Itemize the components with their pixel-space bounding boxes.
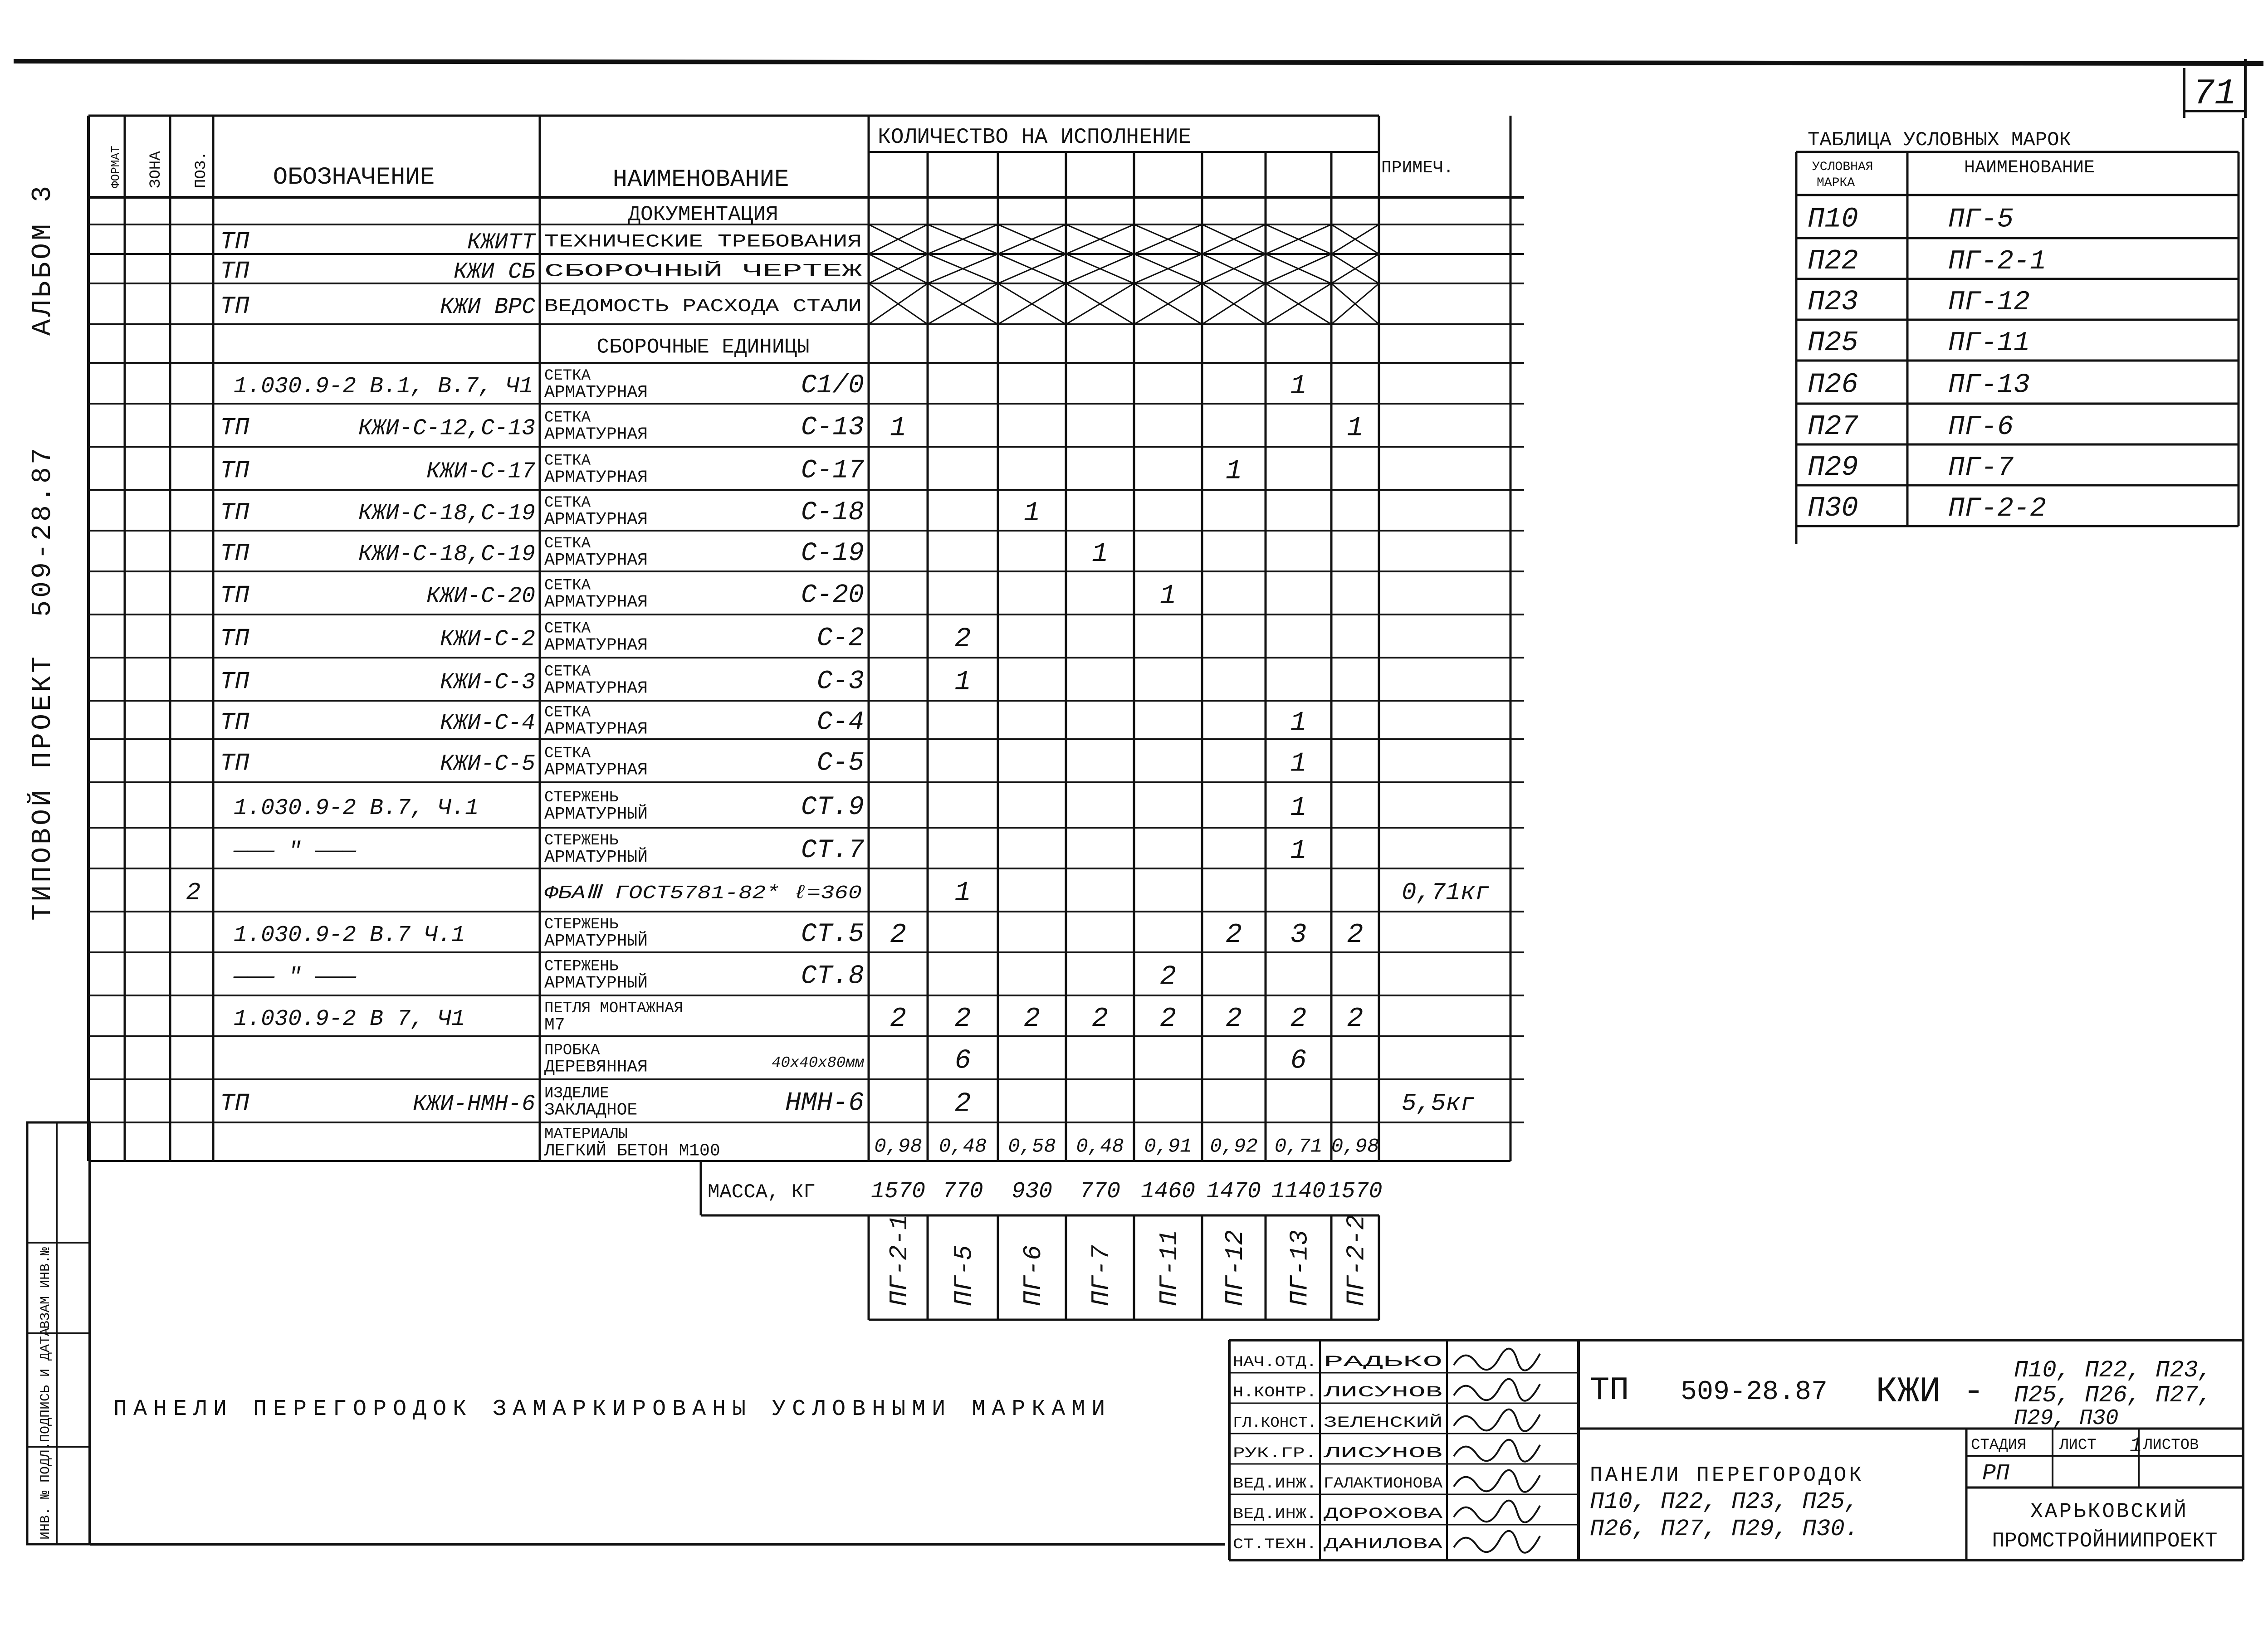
marks-row-name: ПГ-13 [1948, 370, 2030, 401]
marks-table-title: ТАБЛИЦА УСЛОВНЫХ МАРОК [1808, 129, 2071, 151]
variant-label: ПГ-2-2 [1342, 1215, 1371, 1306]
spec-row [234, 1000, 1364, 1035]
qty-cell: 0,92 [1210, 1135, 1258, 1158]
code-number: 509-28.87 [1681, 1377, 1828, 1408]
item-name-line1: ПРОБКА [544, 1042, 600, 1059]
top-border-line [14, 61, 2263, 63]
signature-row [1233, 1531, 1540, 1553]
variant-label: ПГ-7 [1087, 1245, 1116, 1306]
spec-row [220, 453, 1242, 488]
qty-cell: 1 [954, 878, 971, 909]
marks-row-mark: П26 [1808, 368, 1858, 401]
item-mark: НМН-6 [785, 1088, 864, 1118]
item-mark: СТ.7 [801, 836, 864, 865]
code-tp: ТП [1590, 1372, 1629, 1409]
item-mark: С-3 [816, 667, 864, 697]
spec-row [234, 367, 1307, 402]
qty-cell: 0,98 [874, 1135, 922, 1158]
designation-left: ТП [220, 582, 249, 610]
spec-row [596, 336, 809, 359]
designation-right: КЖИ-С-4 [440, 710, 535, 737]
variant-label: ПГ-6 [1019, 1245, 1048, 1306]
marks-row [1808, 245, 2046, 277]
mass-value: 1570 [870, 1179, 926, 1205]
marks-table-header-mark-b: МАРКА [1817, 176, 1855, 190]
signature-role: НАЧ.ОТД. [1233, 1354, 1317, 1371]
designation-left: 1.030.9-2 В.1, В.7, Ч1 [234, 374, 533, 400]
signature-name: ЛИСУНОВ [1323, 1445, 1442, 1462]
item-name-line2: АРМАТУРНАЯ [544, 383, 648, 402]
item-name-line2: АРМАТУРНЫЙ [544, 805, 648, 824]
item-name-line2: АРМАТУРНАЯ [544, 424, 648, 444]
qty-cell: 2 [954, 1004, 971, 1034]
marks-table [1808, 129, 2095, 190]
sheets-label: ЛИСТОВ [2143, 1437, 2199, 1454]
marks-table-header-name: НАИМЕНОВАНИЕ [1964, 158, 2095, 178]
marks-row [1808, 410, 2014, 443]
stage-value: РП [1982, 1461, 2010, 1487]
marks-table-rows [1808, 203, 2046, 525]
variant-label: ПГ-11 [1155, 1229, 1184, 1306]
item-name-line2: АРМАТУРНАЯ [544, 592, 648, 612]
marks-row [1808, 327, 2030, 359]
marks-row-name: ПГ-5 [1948, 204, 2014, 235]
signature-row [1233, 1379, 1540, 1401]
item-mark: С-2 [816, 624, 864, 654]
item-name: СБОРОЧНЫЙ ЧЕРТЕЖ [544, 261, 719, 282]
designation-left: ТП [220, 293, 249, 321]
col-name-header: НАИМЕНОВАНИЕ [612, 166, 789, 194]
spec-row [220, 410, 1364, 444]
signature-role: Н.КОНТР. [1233, 1384, 1317, 1401]
handwritten-signature [1454, 1410, 1540, 1431]
qty-cell: 6 [1290, 1045, 1307, 1077]
qty-cell: 1 [1023, 498, 1041, 529]
designation-right: КЖИТТ [467, 229, 535, 256]
title-line3: П26, П27, П29, П30. [1590, 1516, 1859, 1542]
qty-cell: 2 [1159, 1004, 1177, 1034]
signature-row [1233, 1470, 1540, 1493]
signature-row [1233, 1410, 1540, 1432]
designation-right: КЖИ-С-18,С-19 [358, 541, 535, 567]
item-name-line1: СЕТКА [544, 409, 591, 427]
mass-label: МАССА, КГ [708, 1181, 816, 1204]
signature-role: ГЛ.КОНСТ. [1233, 1415, 1317, 1431]
item-mark: С-17 [801, 456, 864, 486]
qty-cell: 1 [1290, 707, 1307, 739]
designation-left: ТП [220, 750, 249, 778]
item-name-line2: М7 [544, 1015, 565, 1035]
qty-cell: 0,48 [1076, 1135, 1124, 1158]
qty-cell: 2 [1347, 1004, 1364, 1034]
signature-name: ДОРОХОВА [1324, 1506, 1443, 1523]
designation-right: КЖИ ВРС [440, 294, 535, 320]
item-name-line2: АРМАТУРНЫЙ [544, 848, 648, 867]
project-code-label: 509-28.87 [28, 445, 59, 617]
code-kzhi: КЖИ - [1876, 1371, 1985, 1413]
qty-cell: 2 [1159, 961, 1177, 993]
mass-value: 1470 [1206, 1179, 1261, 1205]
designation-right: КЖИ СБ [453, 259, 535, 285]
sheet-value: 1 [2130, 1434, 2142, 1458]
handwritten-signature [1454, 1349, 1540, 1371]
marks-row [1808, 203, 2014, 235]
note-cell: 5,5кг [1402, 1090, 1476, 1118]
designation-right: КЖИ-С-3 [440, 669, 535, 696]
designation-right: КЖИ-С-2 [440, 626, 535, 653]
section-title: СБОРОЧНЫЕ ЕДИНИЦЫ [596, 335, 810, 359]
item-name-line1: СЕТКА [544, 704, 591, 722]
qty-cell: 1 [890, 413, 907, 444]
spec-row [233, 958, 1176, 993]
stage-label: СТАДИЯ [1971, 1437, 2027, 1454]
designation-left: 1.030.9-2 В.7 Ч.1 [234, 922, 465, 948]
note-cell: 0,71кг [1402, 879, 1490, 907]
variant-label: ПГ-2-1 [885, 1215, 914, 1306]
signature-name: РАДЬКО [1324, 1354, 1442, 1371]
marks-row [1808, 286, 2030, 318]
designation-left: ТП [220, 258, 249, 286]
qty-cell: 3 [1290, 920, 1307, 951]
item-name-line2: ДЕРЕВЯННАЯ [544, 1057, 648, 1077]
spec-row [544, 1042, 1307, 1077]
col-quantity-header: КОЛИЧЕСТВО НА ИСПОЛНЕНИЕ [878, 125, 1192, 150]
marks-row [1808, 369, 2030, 401]
mass-value: 1460 [1140, 1179, 1196, 1205]
qty-cell: 6 [954, 1045, 971, 1077]
designation-right: КЖИ-С-5 [440, 751, 535, 777]
pos-number: 2 [186, 879, 201, 907]
item-name-line1: СЕТКА [544, 452, 591, 470]
qty-cell: 2 [954, 1088, 971, 1120]
variant-label: ПГ-13 [1285, 1229, 1315, 1306]
title-line1: ПАНЕЛИ ПЕРЕГОРОДОК [1590, 1463, 1864, 1487]
spec-row [220, 620, 971, 655]
item-name-line1: ИЗДЕЛИЕ [544, 1085, 609, 1102]
marks-row-name: ПГ-2-2 [1948, 493, 2047, 524]
signature-name: ЗЕЛЕНСКИЙ [1324, 1415, 1407, 1432]
left-stamp-strip [27, 1122, 90, 1544]
item-name-line1: СТЕРЖЕНЬ [544, 832, 619, 849]
mass-values [871, 1179, 1383, 1205]
mass-value: 930 [1011, 1179, 1053, 1205]
item-name-line1: СТЕРЖЕНЬ [544, 916, 619, 933]
signature-role: ВЕД.ИНЖ. [1233, 1475, 1317, 1492]
item-name-line1: СЕТКА [544, 745, 591, 762]
marks-row-name: ПГ-11 [1948, 328, 2030, 359]
item-mark: С-13 [801, 413, 864, 443]
signature-name: ЛИСУНОВ [1323, 1384, 1442, 1401]
qty-cell: 2 [1091, 1004, 1109, 1034]
handwritten-signature [1454, 1531, 1540, 1553]
item-name-line2: АРМАТУРНЫЙ [544, 932, 648, 951]
item-name-line2: АРМАТУРНАЯ [544, 635, 648, 655]
sheet-number: 71 [2192, 73, 2237, 115]
title-line2: П10, П22, П23, П25, [1590, 1488, 1859, 1515]
item-name-line1: СТЕРЖЕНЬ [544, 789, 619, 806]
designation-right: КЖИ-С-17 [426, 458, 535, 485]
qty-cell: 2 [954, 624, 971, 655]
spec-row [220, 704, 1307, 739]
qty-cell: 1 [1347, 413, 1364, 444]
mass-row [708, 1181, 816, 1204]
qty-cell: 1 [1225, 456, 1242, 487]
col-note-header: ПРИМЕЧ. [1381, 158, 1454, 178]
item-mark: СТ.5 [801, 920, 864, 949]
qty-cell: 2 [1225, 920, 1242, 951]
spec-row [234, 789, 1307, 824]
spec-row [233, 832, 1307, 867]
signature-row [1233, 1440, 1540, 1462]
signature-role: РУК.ГР. [1233, 1445, 1317, 1462]
col-pos-header: ПОЗ. [193, 151, 210, 188]
handwritten-signature [1454, 1470, 1540, 1492]
designation-right: КЖИ-НМН-6 [412, 1091, 535, 1117]
designation-left: 1.030.9-2 В.7, Ч.1 [234, 795, 479, 821]
spec-row [220, 663, 971, 698]
item-name: ТЕХНИЧЕСКИЕ ТРЕБОВАНИЯ [544, 232, 862, 253]
bottom-note: ПАНЕЛИ ПЕРЕГОРОДОК ЗАМАРКИРОВАНЫ УСЛОВНЫМИ МАРКАМИ [113, 1396, 1112, 1422]
item-mark: СТ.9 [801, 793, 864, 822]
spec-row [220, 494, 1040, 529]
qty-cell: 1 [1091, 539, 1109, 570]
spec-row [544, 1126, 1379, 1161]
qty-cell: 0,71 [1274, 1135, 1323, 1158]
item-name-line2: АРМАТУРНАЯ [544, 678, 648, 698]
code-marks-line2: П25, П26, П27, [2014, 1382, 2212, 1409]
item-name: ВЕДОМОСТЬ РАСХОДА СТАЛИ [544, 297, 862, 317]
marks-row-mark: П23 [1808, 286, 1858, 318]
qty-cell: 0,91 [1144, 1135, 1192, 1158]
spec-header [109, 125, 1454, 194]
marks-row-mark: П29 [1808, 451, 1858, 483]
item-name-line1: СЕТКА [544, 663, 591, 681]
marks-row-name: ПГ-2-1 [1948, 246, 2047, 277]
variant-label: ПГ-12 [1221, 1229, 1250, 1306]
qty-cell: 2 [1225, 1004, 1242, 1034]
col-format-header: ФОРМАТ [109, 146, 122, 188]
section-title: ДОКУМЕНТАЦИЯ [628, 203, 778, 226]
mass-value: 1140 [1271, 1179, 1326, 1205]
item-mark: С1/0 [801, 371, 864, 400]
qty-cell: 1 [1290, 371, 1307, 402]
designation-left: ——— " ——— [234, 964, 357, 990]
marks-row-mark: П30 [1808, 492, 1858, 524]
signature-row [1233, 1349, 1540, 1371]
signature-name: ГАЛАКТИОНОВА [1324, 1475, 1443, 1493]
marks-row-name: ПГ-7 [1948, 453, 2014, 483]
sheet-label: ЛИСТ [2059, 1437, 2097, 1454]
qty-cell: 0,98 [1331, 1135, 1379, 1158]
stamp-label-inv: ВЗАМ ИНВ.№ [38, 1247, 54, 1329]
designation-right: КЖИ-С-12,С-13 [358, 415, 535, 442]
designation-right: КЖИ-С-20 [426, 583, 535, 610]
marks-row-name: ПГ-6 [1948, 412, 2014, 443]
sheet-number-box [2184, 59, 2245, 118]
marks-row [1808, 451, 2014, 483]
spec-row [628, 203, 778, 226]
designation-left: 1.030.9-2 В 7, Ч1 [234, 1006, 465, 1032]
item-name-line2: ЛЕГКИЙ БЕТОН М100 [544, 1141, 720, 1161]
item-name-line2: АРМАТУРНЫЙ [544, 973, 648, 993]
designation-left: ТП [220, 414, 249, 442]
designation-left: ТП [220, 228, 249, 256]
marks-row [1808, 492, 2046, 524]
item-name-line1: ПЕТЛЯ МОНТАЖНАЯ [544, 1000, 684, 1017]
spec-row [234, 916, 1364, 951]
item-name-line1: СЕТКА [544, 620, 591, 638]
mass-value: 770 [942, 1179, 983, 1205]
item-name-line1: СЕТКА [544, 494, 591, 512]
qty-cell: 2 [890, 920, 907, 951]
item-name-line2: ЗАКЛАДНОЕ [544, 1100, 638, 1120]
project-type-label: ТИПОВОЙ ПРОЕКТ [28, 654, 59, 921]
spec-row [220, 1085, 1475, 1120]
side-stamp [27, 183, 59, 921]
code-marks-line1: П10, П22, П23, [2014, 1357, 2212, 1384]
spec-table-rows [186, 203, 1490, 1161]
item-name-line1: СЕТКА [544, 367, 591, 385]
qty-cell: 2 [890, 1004, 907, 1034]
item-mark: С-5 [816, 748, 864, 778]
item-mark: С-4 [816, 707, 864, 737]
designation-left: ——— " ——— [234, 839, 357, 864]
item-name-line1: СЕТКА [544, 535, 591, 552]
album-label: АЛЬБОМ 3 [28, 183, 59, 336]
handwritten-signature [1454, 1440, 1540, 1462]
designation-left: ТП [220, 1090, 249, 1118]
spec-row [186, 878, 1490, 909]
qty-cell: 0,58 [1008, 1135, 1056, 1158]
qty-cell: 1 [1290, 836, 1307, 867]
item-name: ФБАⅢ ГОСТ5781-82* ℓ=360 [544, 882, 862, 904]
signature-role: ВЕД.ИНЖ. [1233, 1506, 1317, 1522]
variant-labels [885, 1215, 1371, 1306]
designation-left: ТП [220, 499, 249, 527]
spec-row [220, 535, 1108, 570]
org-line2: ПРОМСТРОЙНИИПРОЕКТ [1992, 1529, 2218, 1553]
org-line1: ХАРЬКОВСКИЙ [2030, 1500, 2188, 1523]
item-name-line1: СЕТКА [544, 577, 591, 595]
qty-cell: 1 [1290, 748, 1307, 780]
designation-right: КЖИ-С-18,С-19 [358, 501, 535, 527]
item-name-line2: АРМАТУРНАЯ [544, 510, 648, 529]
qty-cell: 2 [1023, 1004, 1041, 1034]
spec-row [220, 577, 1176, 612]
col-zone-header: ЗОНА [147, 151, 165, 188]
marks-row-mark: П25 [1808, 327, 1858, 359]
qty-cell: 1 [1159, 580, 1177, 612]
item-name-line2: АРМАТУРНАЯ [544, 719, 648, 739]
stamp-label-orig: ИНВ. № ПОДЛ. [38, 1441, 54, 1540]
spec-row [220, 745, 1307, 780]
designation-left: ТП [220, 457, 249, 485]
qty-cell: 2 [1290, 1004, 1307, 1034]
signature-rows [1229, 1349, 1579, 1553]
marks-row-mark: П22 [1808, 245, 1858, 277]
code-marks-line3: П29, П30 [2014, 1406, 2119, 1431]
qty-cell: 0,48 [938, 1135, 987, 1158]
marks-row-mark: П10 [1808, 203, 1858, 235]
variant-label: ПГ-5 [949, 1245, 979, 1306]
designation-left: ТП [220, 625, 249, 653]
col-designation-header: ОБОЗНАЧЕНИЕ [273, 164, 435, 191]
signature-role: СТ.ТЕХН. [1233, 1536, 1317, 1553]
item-mark: 40х40х80мм [771, 1054, 864, 1072]
stamp-label-sign: ПОДПИСЬ И ДАТА [38, 1327, 54, 1442]
marks-row-mark: П27 [1808, 410, 1858, 443]
item-mark: С-18 [801, 498, 864, 527]
item-name-line1: СТЕРЖЕНЬ [544, 958, 619, 976]
qty-cell: 1 [1290, 793, 1307, 824]
designation-left: ТП [220, 709, 249, 737]
mass-value: 1570 [1328, 1179, 1383, 1205]
qty-cell: 2 [1347, 920, 1364, 951]
handwritten-signature [1454, 1501, 1540, 1522]
item-mark: СТ.8 [801, 961, 864, 991]
mass-value: 770 [1079, 1179, 1121, 1205]
item-mark: С-19 [801, 539, 864, 568]
signature-name: ДАНИЛОВА [1324, 1536, 1443, 1553]
signature-row [1233, 1501, 1540, 1523]
marks-row-name: ПГ-12 [1948, 287, 2030, 318]
designation-left: ТП [220, 668, 249, 696]
qty-cell: 1 [954, 667, 971, 698]
item-name-line2: АРМАТУРНАЯ [544, 551, 648, 570]
item-name-line1: МАТЕРИАЛЫ [544, 1126, 628, 1143]
designation-left: ТП [220, 540, 249, 568]
item-mark: С-20 [801, 580, 864, 610]
handwritten-signature [1454, 1379, 1540, 1401]
marks-table-header-mark-a: УСЛОВНАЯ [1812, 160, 1873, 174]
item-name-line2: АРМАТУРНАЯ [544, 468, 648, 488]
item-name-line2: АРМАТУРНАЯ [544, 760, 648, 780]
